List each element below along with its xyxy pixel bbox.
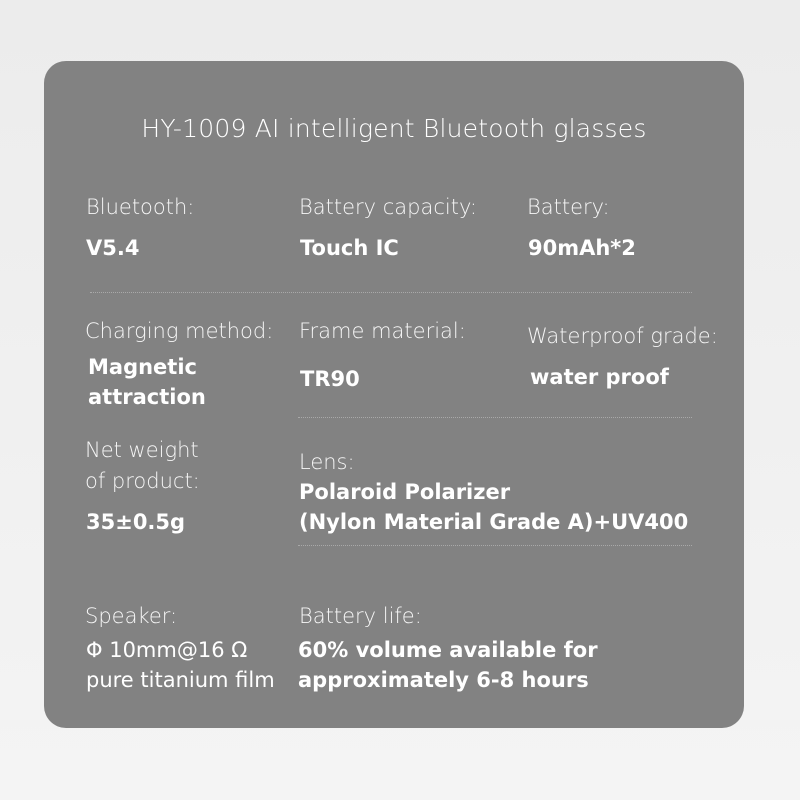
net-weight-value: 35±0.5g [86, 510, 186, 534]
bluetooth-label: Bluetooth: [86, 195, 195, 219]
bluetooth-value: V5.4 [86, 236, 140, 260]
battery-label: Battery: [527, 195, 610, 219]
battery-capacity-label: Battery capacity: [299, 195, 477, 219]
battery-capacity-value: Touch IC [300, 236, 399, 260]
battery-value: 90mAh*2 [528, 236, 636, 260]
charging-method-label: Charging method: [85, 319, 274, 343]
charging-method-value: Magnetic attraction [88, 355, 206, 409]
net-weight-label: Net weight of product: [85, 438, 200, 493]
speaker-value: Φ 10mm@16 Ω pure titanium film [86, 638, 275, 692]
separator-3 [298, 545, 692, 546]
separator-1 [90, 292, 692, 293]
battery-life-label: Battery life: [299, 604, 422, 628]
waterproof-grade-label: Waterproof grade: [527, 324, 718, 348]
battery-life-value: 60% volume available for approximately 6-8 hours [298, 638, 598, 692]
spec-card [44, 61, 744, 728]
waterproof-grade-value: water proof [530, 365, 669, 389]
frame-material-label: Frame material: [299, 319, 466, 343]
speaker-label: Speaker: [85, 604, 178, 628]
product-title: HY-1009 AI intelligent Bluetooth glasses [141, 114, 647, 143]
separator-2 [298, 417, 692, 418]
frame-material-value: TR90 [300, 367, 360, 391]
lens-value: Polaroid Polarizer (Nylon Material Grade A)+UV400 [299, 480, 689, 534]
lens-label: Lens: [299, 450, 355, 474]
